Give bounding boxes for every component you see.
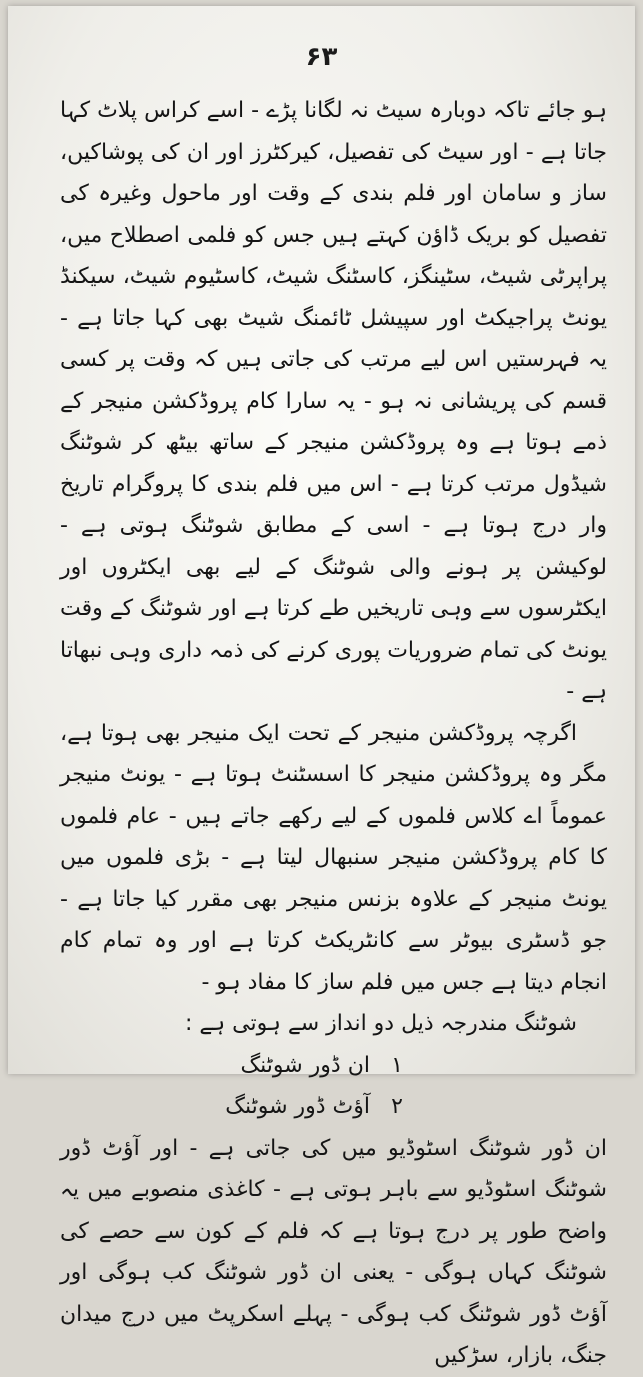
- paragraph: اگرچہ پروڈکشن منیجر کے تحت ایک منیجر بھی ہوتا ہے، مگر وہ پروڈکشن منیجر کا اسسٹنٹ ہوتا ہے - یونٹ منیجر عموماً اے کلاس فلموں کے لیے رکھے جاتے ہیں - عام فلموں کا کام پروڈکشن منیجر سنبھال لیتا ہے - بڑی فلموں میں یونٹ منیجر کے علاوہ بزنس منیجر بھی مقرر کیا جاتا ہے - جو ڈسٹری بیوٹر سے کانٹریکٹ کرتا ہے اور وہ تمام کام انجام دیتا ہے جس میں فلم ساز کا مفاد ہو -: [60, 720, 607, 995]
- list-item-text: آؤٹ ڈور شوٹنگ: [225, 1094, 370, 1119]
- shooting-types-list: [60, 1045, 607, 1128]
- paragraph: ان ڈور شوٹنگ اسٹوڈیو میں کی جاتی ہے - اور آؤٹ ڈور شوٹنگ اسٹوڈیو سے باہر ہوتی ہے - کاغذی منصوبے میں یہ واضح طور پر درج ہوتا ہے کہ فلم کے کون سے حصے کی شوٹنگ کہاں ہوگی - یعنی ان ڈور شوٹنگ کب ہوگی اور آؤٹ ڈور شوٹنگ کب ہوگی - پہلے اسکرپٹ میں درج میدان جنگ، بازار، سڑکیں: [60, 1135, 607, 1368]
- page-number: ۶۳: [305, 42, 338, 72]
- list-item-number: ۲: [391, 1094, 403, 1119]
- page-body: [60, 90, 607, 1377]
- paragraph: شوٹنگ مندرجہ ذیل دو انداز سے ہوتی ہے :: [184, 1011, 577, 1036]
- list-item: [60, 1086, 607, 1128]
- list-item-text: ان ڈور شوٹنگ: [240, 1052, 370, 1078]
- list-item: [60, 1045, 607, 1087]
- list-item-number: ۱: [391, 1052, 403, 1078]
- book-page: [8, 6, 635, 1368]
- paragraph: ہو جائے تاکہ دوبارہ سیٹ نہ لگانا پڑے - اسے کراس پلاٹ کہا جاتا ہے - اور سیٹ کی تفصیل، کیرکٹرز اور ان کی پوشاکیں، ساز و سامان اور فلم بندی کے وقت اور ماحول وغیرہ کی تفصیل کو بریک ڈاؤن کہتے ہیں جس کو فلمی اصطلاح میں، پراپرٹی شیٹ، سٹینگز، کاسٹنگ شیٹ، کاسٹیوم شیٹ، سیکنڈ یونٹ پراجیکٹ اور سپیشل ٹائمنگ شیٹ بھی کہا جاتا ہے - یہ فہرستیں اس لیے مرتب کی جاتی ہیں کہ وقت پر کسی قسم کی پریشانی نہ ہو - یہ سارا کام پروڈکشن منیجر کے ذمے ہوتا ہے وہ پروڈکشن منیجر کے ساتھ بیٹھ کر شوٹنگ شیڈول مرتب کرتا ہے - اس میں فلم بندی کا پروگرام تاریخ وار درج ہوتا ہے - اسی کے مطابق شوٹنگ ہوتی ہے - لوکیشن پر ہونے والی شوٹنگ کے لیے بھی ایکٹروں اور ایکٹرسوں سے وہی تاریخیں طے کرتا ہے اور شوٹنگ کے وقت یونٹ کی تمام ضروریات پوری کرنے کی ذمہ داری وہی نبھاتا ہے -: [59, 98, 607, 704]
